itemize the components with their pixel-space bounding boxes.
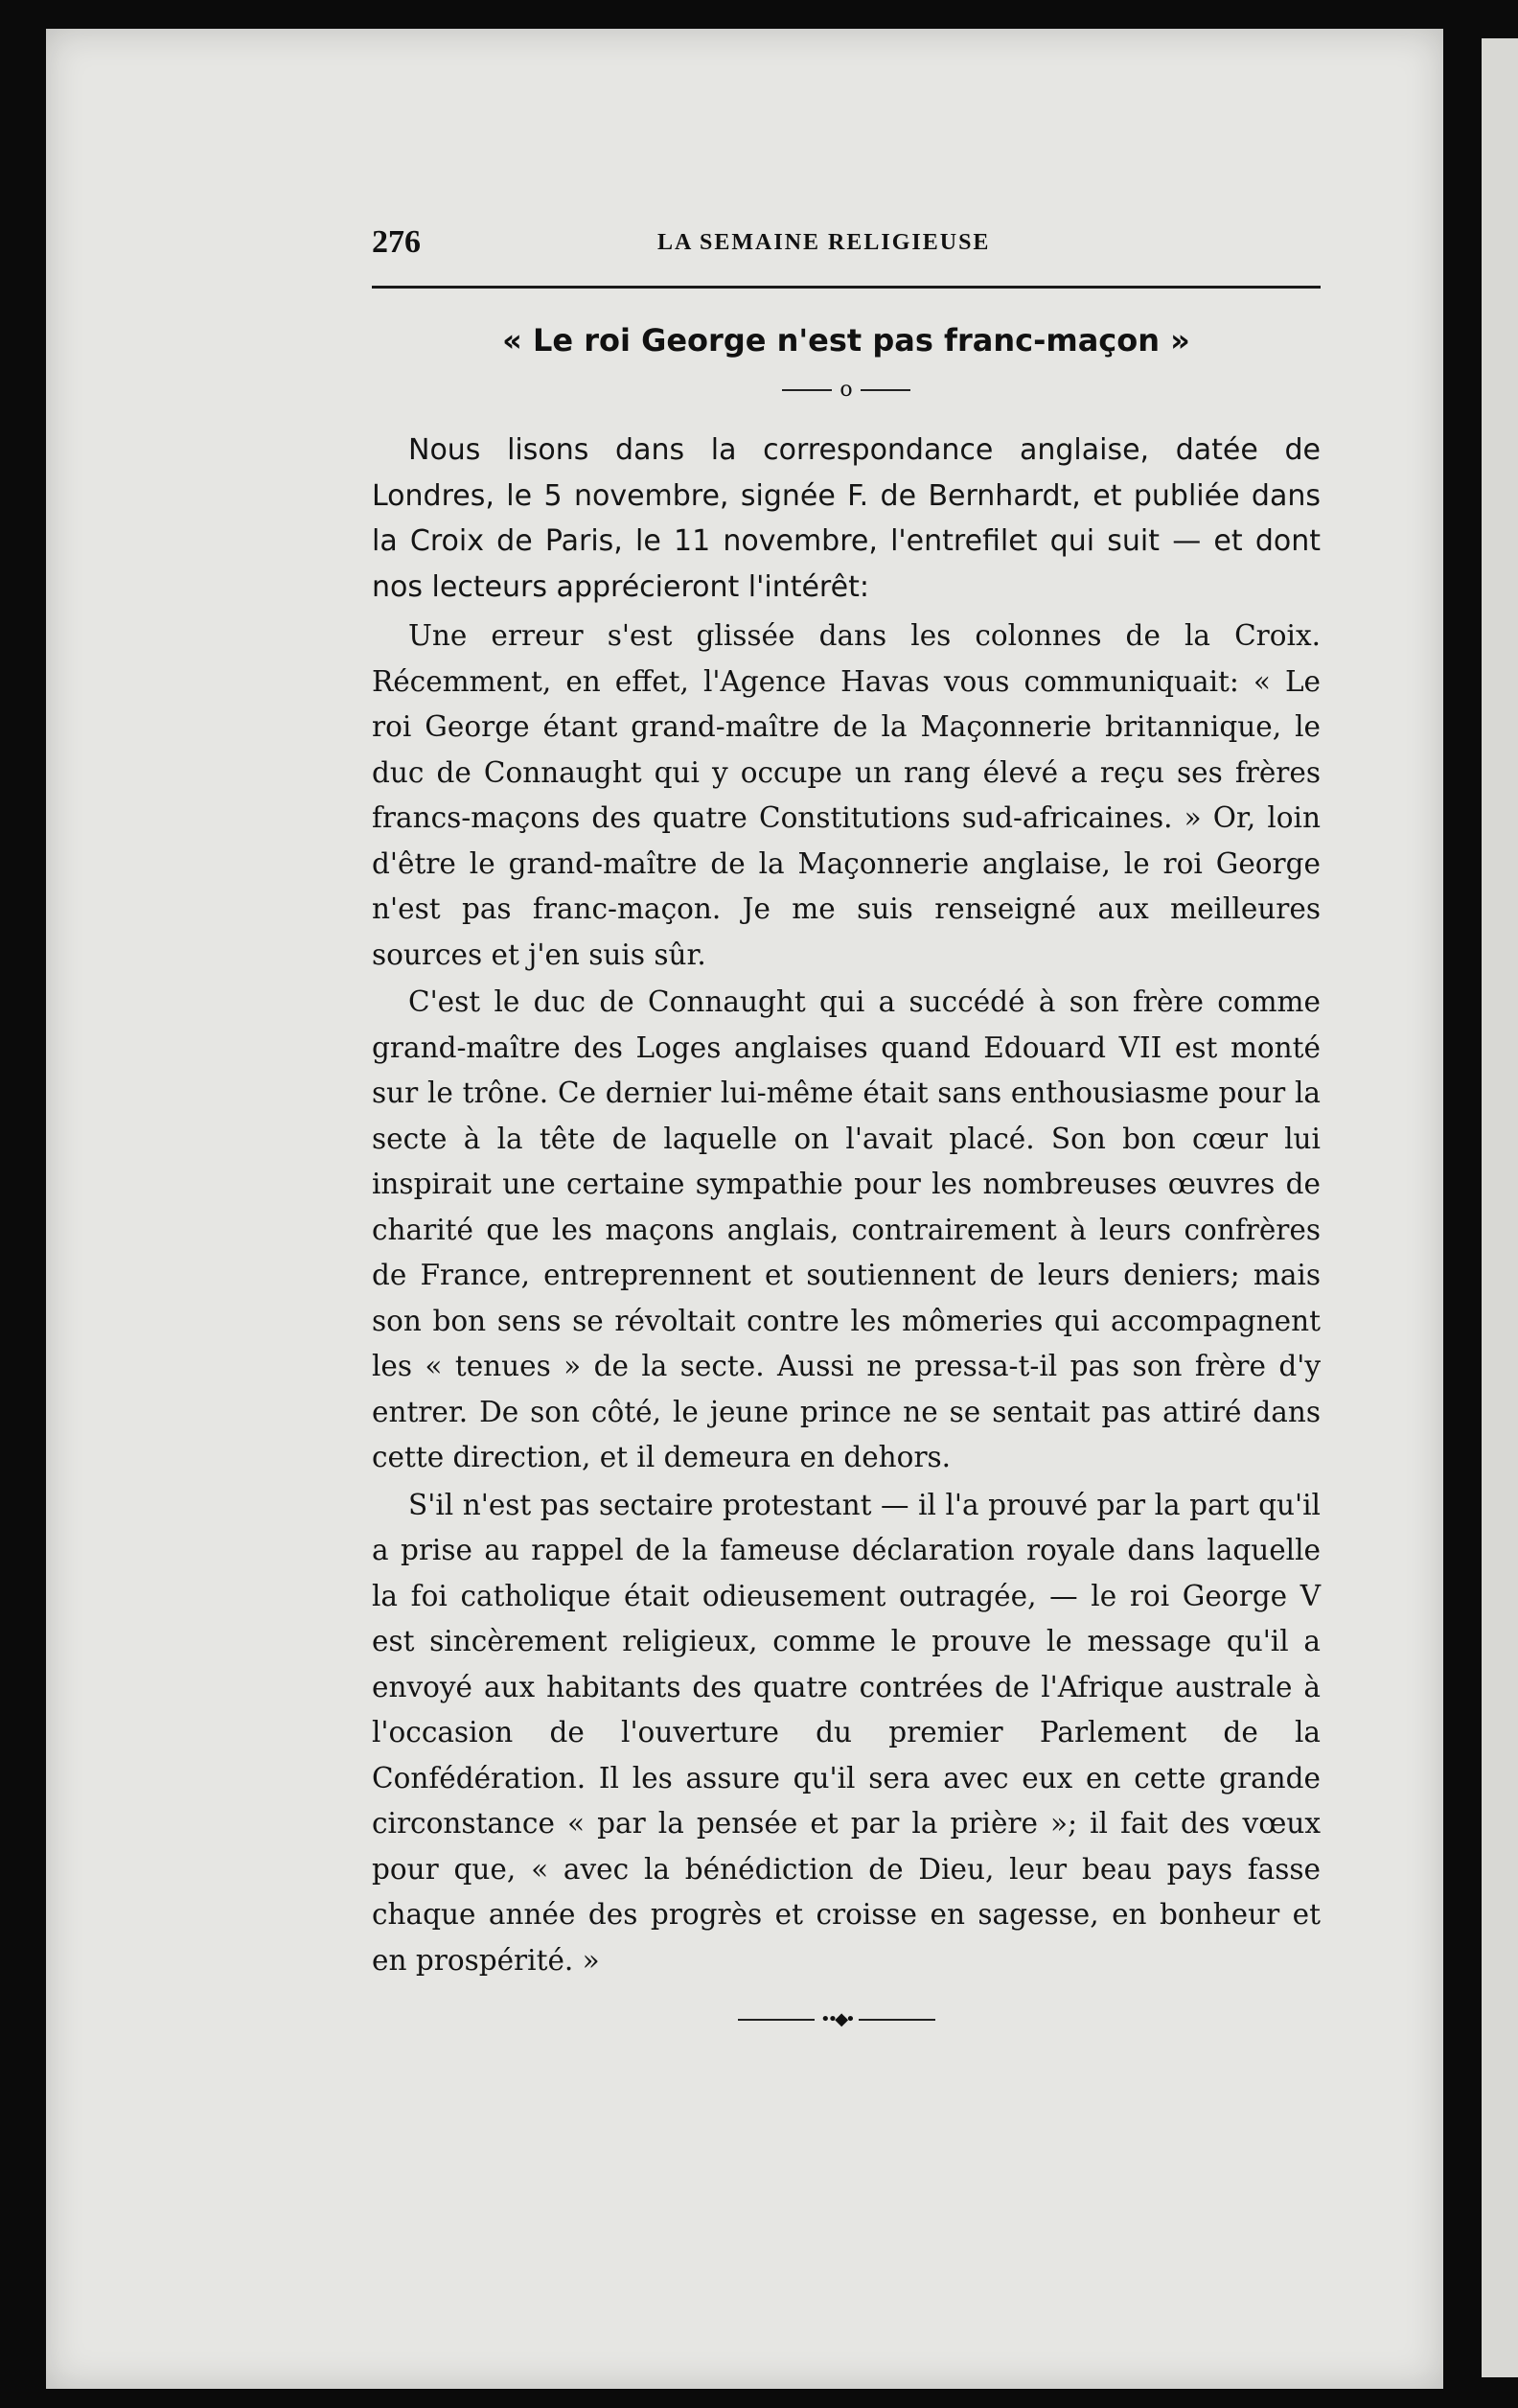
end-ornament xyxy=(738,2009,935,2029)
paragraph-quote-3: S'il n'est pas sectaire protestant — il l'a prouvé par la part qu'il a prise au rappel de la fameuse déclaration royale dans laquelle la foi catholique était odieusement outragée, — le roi George V est sincèrement religieux, comme le prouve le message qu'il a envoyé aux habitants des quatre contrées de l'Afrique australe à l'occasion de l'ouverture du premier Parlement de la Confédération. Il les assure qu'il sera avec eux en cette grande circonstance « par la pensée et par la prière »; il fait des vœux pour que, « avec la bénédiction de Dieu, leur beau pays fasse chaque année des progrès et croisse en sagesse, en bonheur et en prospérité. » xyxy=(372,1488,1321,1977)
title-separator xyxy=(372,380,1321,401)
paragraph-quote-2: C'est le duc de Connaught qui a succédé à son frère comme grand-maître des Loges anglaises quand Edouard VII est monté sur le trône. Ce dernier lui-même était sans enthousiasme pour la secte à la tête de laquelle on l'avait placé. Son bon cœur lui inspirait une certaine sympathie pour les nombreuses œuvres de charité que les maçons anglais, contrairement à leurs confrères de France, entreprennent et soutiennent de leurs deniers; mais son bon sens se révoltait contre les mômeries qui accompagnent les « tenues » de la secte. Aussi ne pressa-t-il pas son frère d'y entrer. De son côté, le jeune prince ne se sentait pas attiré dans cette direction, et il demeura en dehors. xyxy=(372,985,1321,1473)
separator-line-right xyxy=(861,389,910,391)
end-ornament-mark: ••◆• xyxy=(820,2009,853,2029)
running-head: LA SEMAINE RELIGIEUSE xyxy=(657,230,991,255)
article-title: « Le roi George n'est pas franc-maçon » xyxy=(502,322,1190,359)
end-ornament-line-left xyxy=(738,2019,815,2021)
paragraph-intro: Nous lisons dans la correspondance anglaise, datée de Londres, le 5 novembre, signée F. de Bernhardt, et publiée dans la Croix de Paris, le 11 novembre, l'entrefilet qui suit — et dont nos lecteurs apprécieront l'intérêt: xyxy=(372,433,1321,604)
separator-line-left xyxy=(782,389,832,391)
paragraph-quote-1: Une erreur s'est glissée dans les colonnes de la Croix. Récemment, en effet, l'Agence Havas vous communiquait: « Le roi George étant grand-maître de la Maçonnerie britannique, le duc de Connaught qui y occupe un rang élevé a reçu ses frères francs-maçons des quatre Constitutions sud-africaines. » Or, loin d'être le grand-maître de la Maçonnerie anglaise, le roi George n'est pas franc-maçon. Je me suis renseigné aux meilleures sources et j'en suis sûr. xyxy=(372,619,1321,971)
header-rule xyxy=(372,286,1321,289)
adjacent-page-edge xyxy=(1482,38,1518,2377)
article-body xyxy=(372,428,1321,1983)
page-number: 276 xyxy=(372,224,421,260)
page-header xyxy=(372,224,1321,263)
separator-mark: o xyxy=(840,378,853,402)
end-ornament-line-right xyxy=(859,2019,935,2021)
